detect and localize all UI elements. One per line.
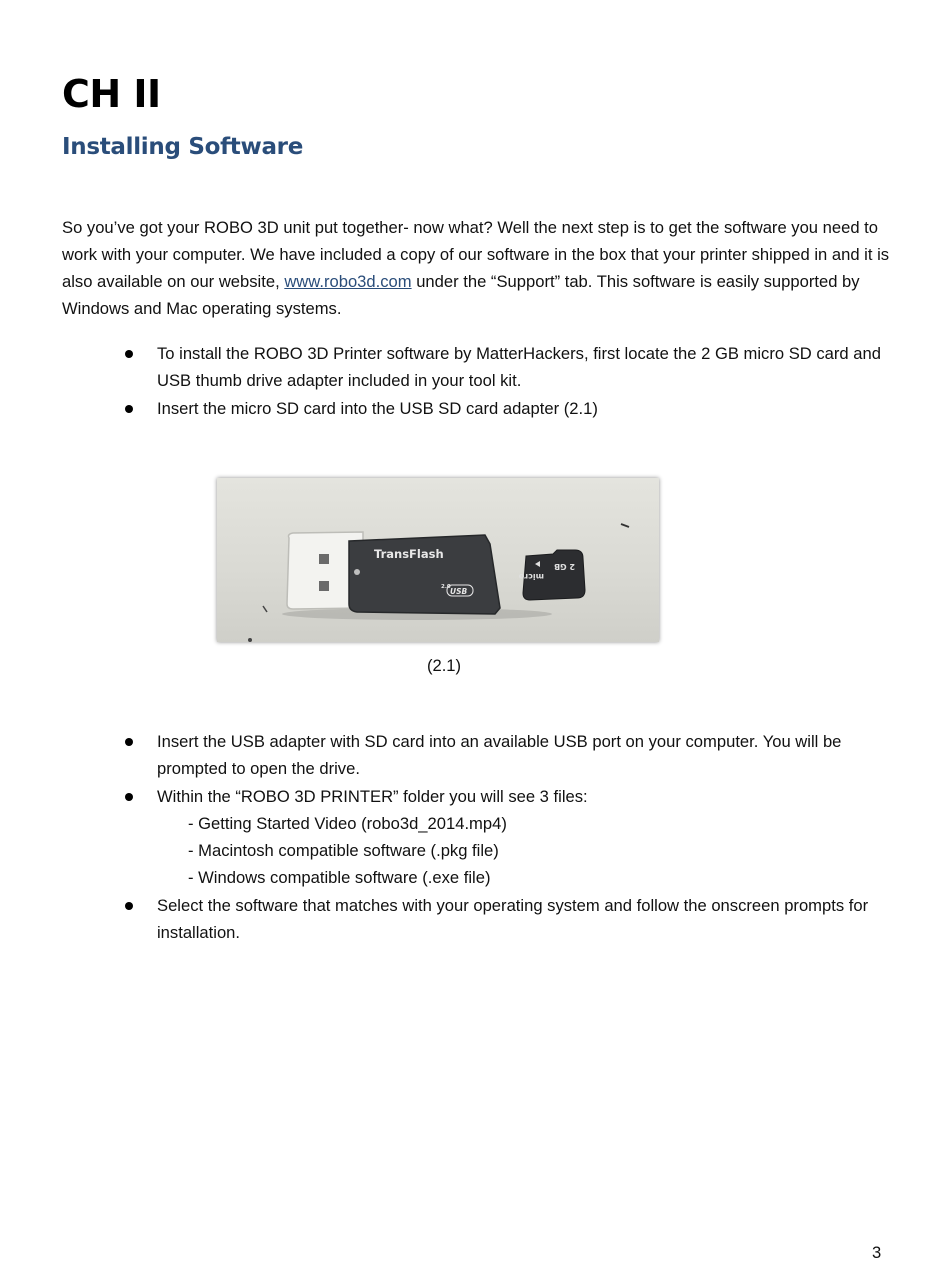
bullet-icon — [125, 738, 133, 746]
bullet-icon — [125, 405, 133, 413]
file-item: - Getting Started Video (robo3d_2014.mp4) — [188, 814, 507, 833]
list-item-text: To install the ROBO 3D Printer software by MatterHackers, first locate the 2 GB micro SD card and USB thumb drive adapter included in your tool kit. — [157, 344, 881, 390]
chapter-heading: CH II — [62, 72, 161, 116]
list-item — [62, 340, 892, 394]
list-item-text: Select the software that matches with your operating system and follow the onscreen prompts for installation. — [157, 896, 869, 942]
speck — [263, 606, 267, 612]
speck — [621, 524, 629, 527]
website-link[interactable]: www.robo3d.com — [284, 272, 412, 291]
file-item: - Macintosh compatible software (.pkg file) — [188, 841, 499, 860]
usb-badge-version: 2.0 — [441, 584, 451, 590]
speck — [248, 638, 252, 642]
list-item — [62, 728, 892, 782]
usb-badge-text: USB — [450, 587, 468, 596]
adapter-dot — [354, 569, 360, 575]
list-item-text: Within the “ROBO 3D PRINTER” folder you will see 3 files: — [157, 787, 588, 806]
figure-caption: (2.1) — [426, 656, 462, 675]
adapter-label: TransFlash — [374, 547, 444, 561]
bullet-icon — [125, 902, 133, 910]
usb-contact — [319, 554, 329, 564]
list-item — [62, 892, 892, 946]
file-item: - Windows compatible software (.exe file) — [188, 868, 491, 887]
intro-text-after-link: under the “Support” tab. This software is easily supported by Windows and Mac operating systems. — [62, 272, 860, 318]
setup-steps-list — [62, 728, 892, 947]
list-item-text: Insert the micro SD card into the USB SD card adapter (2.1) — [157, 399, 598, 418]
intro-paragraph — [62, 214, 892, 322]
bullet-icon — [125, 350, 133, 358]
list-item-text: Insert the USB adapter with SD card into an available USB port on your computer. You will be prompted to open the drive. — [157, 732, 842, 778]
intro-text-before-link: So you’ve got your ROBO 3D unit put together- now what? Well the next step is to get the software you need to work with your computer. We have included a copy of our software in the box that your printer shipped in and it is also available on our website, — [62, 218, 890, 291]
usb-contact — [319, 581, 329, 591]
card-brand-text: micro — [518, 572, 544, 581]
page-number: 3 — [872, 1243, 882, 1262]
usb-adapter-illustration — [217, 478, 659, 642]
install-steps-list — [62, 340, 892, 423]
list-item — [62, 395, 892, 422]
card-capacity-text: 2 GB — [553, 562, 575, 571]
usb-adapter-photo — [217, 478, 659, 642]
list-item — [62, 783, 892, 891]
section-title: Installing Software — [62, 134, 304, 160]
bullet-icon — [125, 793, 133, 801]
